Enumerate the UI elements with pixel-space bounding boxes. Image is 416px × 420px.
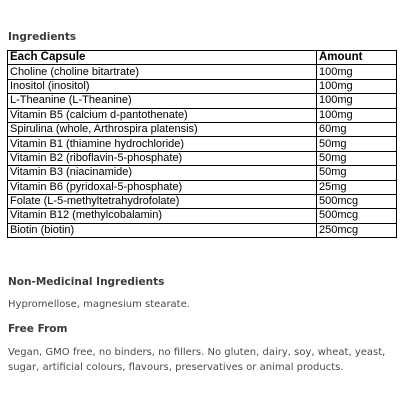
table-header-row	[8, 51, 397, 65]
ingredient-amount: 25mg	[317, 180, 397, 194]
ingredient-name: Vitamin B1 (thiamine hydrochloride)	[8, 137, 317, 151]
free-from-text: Vegan, GMO free, no binders, no fillers. No gluten, dairy, soy, wheat, yeast, sugar, artificial colours, flavours, preservatives or animal products.	[8, 347, 386, 373]
ingredient-name: Biotin (biotin)	[8, 223, 317, 237]
header-each-capsule: Each Capsule	[8, 51, 317, 65]
table-row	[8, 94, 397, 108]
non-medicinal-heading: Non-Medicinal Ingredients	[8, 276, 165, 288]
ingredient-name: Inositol (inositol)	[8, 79, 317, 93]
ingredient-amount: 100mg	[317, 65, 397, 79]
ingredient-name: Vitamin B12 (methylcobalamin)	[8, 209, 317, 223]
ingredient-amount: 250mcg	[317, 223, 397, 237]
ingredient-name: Vitamin B5 (calcium d-pantothenate)	[8, 108, 317, 122]
ingredient-name: Vitamin B3 (niacinamide)	[8, 166, 317, 180]
free-from-heading: Free From	[8, 323, 68, 335]
table-row	[8, 180, 397, 194]
table-row	[8, 151, 397, 165]
table-row	[8, 166, 397, 180]
table-row	[8, 194, 397, 208]
ingredient-amount: 50mg	[317, 166, 397, 180]
table-row	[8, 65, 397, 79]
table-row	[8, 137, 397, 151]
ingredient-amount: 100mg	[317, 79, 397, 93]
table-row	[8, 223, 397, 237]
table-row	[8, 209, 397, 223]
table-row	[8, 79, 397, 93]
ingredient-amount: 100mg	[317, 108, 397, 122]
ingredient-amount: 500mcg	[317, 194, 397, 208]
ingredient-name: Vitamin B2 (riboflavin-5-phosphate)	[8, 151, 317, 165]
ingredient-name: L-Theanine (L-Theanine)	[8, 94, 317, 108]
ingredients-heading: Ingredients	[8, 31, 77, 43]
ingredient-name: Choline (choline bitartrate)	[8, 65, 317, 79]
non-medicinal-text: Hypromellose, magnesium stearate.	[8, 299, 190, 310]
ingredient-amount: 500mcg	[317, 209, 397, 223]
ingredient-amount: 100mg	[317, 94, 397, 108]
ingredient-name: Folate (L-5-methyltetrahydrofolate)	[8, 194, 317, 208]
ingredient-amount: 50mg	[317, 137, 397, 151]
ingredient-name: Spirulina (whole, Arthrospira platensis)	[8, 122, 317, 136]
header-amount: Amount	[317, 51, 397, 65]
ingredients-table	[7, 50, 397, 238]
ingredient-amount: 60mg	[317, 122, 397, 136]
ingredient-amount: 50mg	[317, 151, 397, 165]
table-row	[8, 108, 397, 122]
ingredient-name: Vitamin B6 (pyridoxal-5-phosphate)	[8, 180, 317, 194]
table-row	[8, 122, 397, 136]
